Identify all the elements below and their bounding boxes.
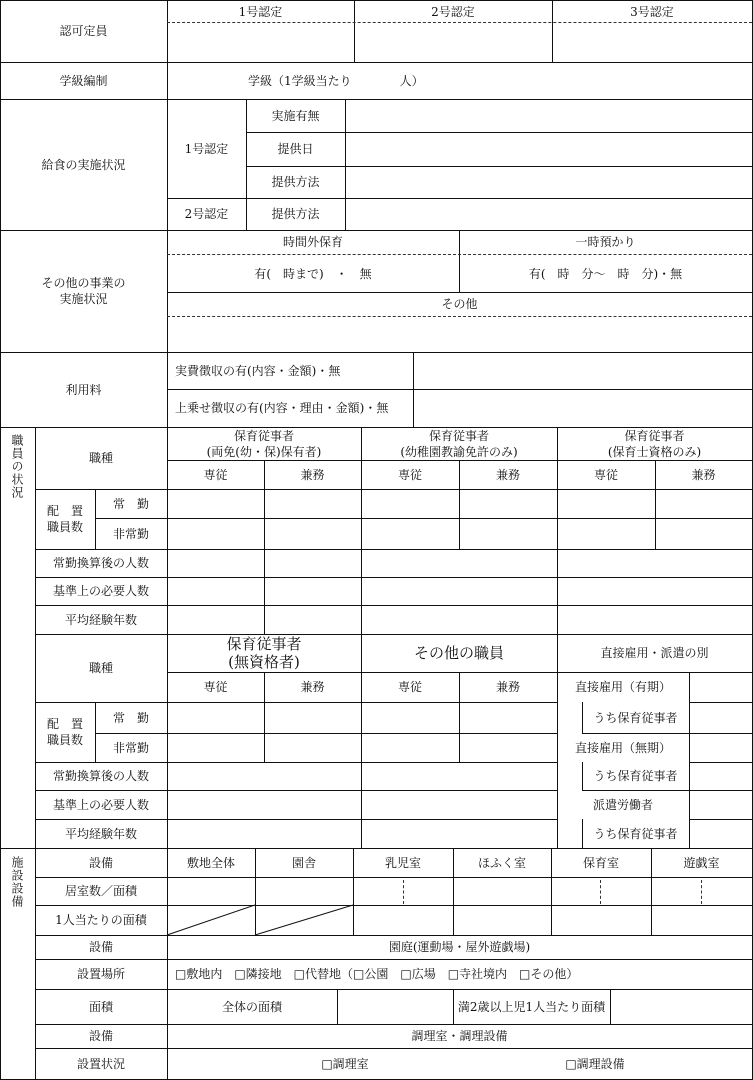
group3-header-line2: (保育士資格のみ) bbox=[607, 444, 702, 459]
required-count-label: 基準上の必要人数 bbox=[52, 797, 149, 812]
col-type2-header: 2号認定 bbox=[431, 5, 475, 19]
staff-count-label-line2: 職員数 bbox=[46, 733, 83, 747]
other-services-label-line2: 実施状況 bbox=[59, 292, 108, 306]
other-staff-header: その他の職員 bbox=[413, 644, 504, 662]
class-organization-label: 学級編制 bbox=[59, 73, 108, 88]
actual-cost-field[interactable] bbox=[414, 353, 752, 389]
group2-header bbox=[361, 427, 557, 460]
kitchen-header: 調理室・調理設備 bbox=[411, 1029, 508, 1043]
equipment-label: 設備 bbox=[88, 940, 113, 954]
kitchen-room-checkbox[interactable]: □調理室 bbox=[321, 1056, 369, 1071]
fee-label: 利用料 bbox=[65, 382, 102, 397]
staff-status-side-label: 職員の状況 bbox=[10, 434, 24, 499]
concurrent-header: 兼務 bbox=[300, 680, 325, 694]
concurrent-header: 兼務 bbox=[300, 467, 325, 482]
other-field[interactable] bbox=[168, 318, 752, 352]
group3-header bbox=[557, 427, 752, 460]
unqualified-group-header bbox=[167, 634, 361, 672]
extended-care-header: 時間外保育 bbox=[282, 235, 343, 249]
employment-type-header: 直接雇用・派遣の別 bbox=[600, 646, 709, 660]
nursery-room-header: 保育室 bbox=[582, 855, 619, 870]
capacity-type2-field[interactable] bbox=[355, 24, 552, 62]
of-which-childcare-label: うち保育従事者 bbox=[593, 769, 678, 783]
actual-cost-text[interactable]: 実費徴収の有(内容・金額)・無 bbox=[175, 363, 341, 378]
fulltime-dedicated-header: 専従 bbox=[397, 680, 422, 694]
parttime-label: 非常勤 bbox=[112, 526, 149, 541]
site-total-header: 敷地全体 bbox=[186, 855, 235, 870]
staff-count-label-line2: 職員数 bbox=[46, 520, 83, 534]
dispatched-worker-label: 派遣労働者 bbox=[592, 797, 653, 812]
col-type3-header: 3号認定 bbox=[630, 5, 674, 19]
group3-header-line1: 保育従事者 bbox=[624, 428, 685, 443]
capacity-type1-field[interactable] bbox=[168, 24, 354, 62]
area-per-2yo-label: 満2歳以上児1人当たり面積 bbox=[457, 999, 606, 1014]
equipment-label: 設備 bbox=[88, 1029, 113, 1043]
crawling-room-header: ほふく室 bbox=[477, 855, 526, 870]
area-label: 面積 bbox=[88, 999, 113, 1014]
unqualified-group-header-line1: 保育従事者 bbox=[226, 635, 302, 653]
playground-header: 園庭(運動場・屋外遊戯場) bbox=[388, 940, 531, 954]
other-services-label-line1: その他の事業の bbox=[41, 276, 126, 290]
staff-count-label-line1: 配 置 bbox=[46, 717, 83, 731]
staff-count-label-line1: 配 置 bbox=[46, 504, 83, 518]
of-which-childcare-label: うち保育従事者 bbox=[593, 710, 678, 725]
group2-header-line1: 保育従事者 bbox=[428, 428, 489, 443]
fulltime-label: 常 勤 bbox=[112, 710, 149, 725]
job-type-label: 職種 bbox=[88, 661, 113, 675]
fulltime-dedicated-header: 専従 bbox=[203, 680, 228, 694]
location-options[interactable]: □敷地内 □隣接地 □代替地（□公園 □広場 □寺社境内 □その他） bbox=[175, 967, 579, 981]
surcharge-text[interactable]: 上乗せ徴収の有(内容・理由・金額)・無 bbox=[175, 401, 389, 415]
meal-days-label: 提供日 bbox=[277, 142, 314, 156]
staff-count-label bbox=[35, 702, 95, 762]
kitchen-equipment-checkbox[interactable]: □調理設備 bbox=[565, 1056, 625, 1071]
fte-count-label: 常勤換算後の人数 bbox=[52, 556, 149, 570]
group1-header-line1: 保育従事者 bbox=[233, 428, 294, 443]
concurrent-header: 兼務 bbox=[495, 680, 520, 694]
temp-care-value[interactable]: 有( 時 分～ 時 分)・無 bbox=[528, 266, 683, 281]
class-organization-text[interactable]: 学級（1学級当たり 人） bbox=[248, 73, 424, 88]
meal-status-label: 給食の実施状況 bbox=[41, 157, 126, 172]
direct-fixed-term-label: 直接雇用（有期） bbox=[574, 680, 671, 694]
total-area-field[interactable] bbox=[338, 990, 453, 1024]
of-which-childcare-label: うち保育従事者 bbox=[593, 826, 678, 841]
meal-implemented-label: 実施有無 bbox=[271, 108, 320, 123]
avg-experience-label: 平均経験年数 bbox=[64, 826, 137, 841]
surcharge-field[interactable] bbox=[414, 390, 752, 427]
job-type-label: 職種 bbox=[88, 451, 113, 465]
fulltime-label: 常 勤 bbox=[112, 496, 149, 511]
meal-method2-label: 提供方法 bbox=[271, 207, 320, 221]
group1-header bbox=[167, 427, 361, 460]
unqualified-group-header-line2: (無資格者) bbox=[228, 653, 300, 671]
facility-side-label: 施設設備 bbox=[10, 856, 24, 908]
area-per-2yo-field[interactable] bbox=[611, 990, 752, 1024]
authorized-capacity-label: 認可定員 bbox=[59, 24, 108, 38]
col-type1-header: 1号認定 bbox=[238, 5, 283, 19]
group2-header-line2: (幼稚園教諭免許のみ) bbox=[400, 444, 518, 459]
building-header: 園舎 bbox=[291, 855, 316, 870]
staff-count-label bbox=[35, 489, 95, 549]
fulltime-dedicated-header: 専従 bbox=[397, 467, 422, 482]
fulltime-dedicated-header: 専従 bbox=[203, 467, 228, 482]
extended-care-value[interactable]: 有( 時まで) ・ 無 bbox=[254, 266, 372, 281]
concurrent-header: 兼務 bbox=[691, 467, 716, 482]
fulltime-dedicated-header: 専従 bbox=[593, 467, 618, 482]
installation-status-label: 設置状況 bbox=[76, 1056, 125, 1071]
required-count-label: 基準上の必要人数 bbox=[52, 584, 149, 598]
location-label: 設置場所 bbox=[76, 967, 125, 981]
concurrent-header: 兼務 bbox=[495, 467, 520, 482]
area-per-child-label: 1人当たりの面積 bbox=[55, 913, 147, 927]
avg-experience-label: 平均経験年数 bbox=[64, 612, 137, 627]
equipment-label: 設備 bbox=[88, 855, 113, 870]
group1-header-line2: (両免(幼・保)保有者) bbox=[206, 444, 322, 459]
fte-count-label: 常勤換算後の人数 bbox=[52, 769, 149, 783]
other-header: その他 bbox=[441, 297, 478, 311]
other-services-label bbox=[0, 230, 167, 352]
parttime-label: 非常勤 bbox=[112, 740, 149, 755]
capacity-type3-field[interactable] bbox=[553, 24, 752, 62]
playroom-header: 遊戯室 bbox=[683, 855, 720, 870]
meal-method-label: 提供方法 bbox=[271, 175, 320, 189]
rooms-area-label: 居室数／面積 bbox=[64, 884, 137, 898]
meal-type2-label: 2号認定 bbox=[184, 207, 229, 221]
direct-permanent-label: 直接雇用（無期） bbox=[574, 740, 671, 755]
meal-type1-label: 1号認定 bbox=[184, 141, 229, 156]
total-area-label: 全体の面積 bbox=[221, 999, 282, 1014]
temp-care-header: 一時預かり bbox=[575, 235, 636, 249]
infant-room-header: 乳児室 bbox=[384, 855, 421, 870]
